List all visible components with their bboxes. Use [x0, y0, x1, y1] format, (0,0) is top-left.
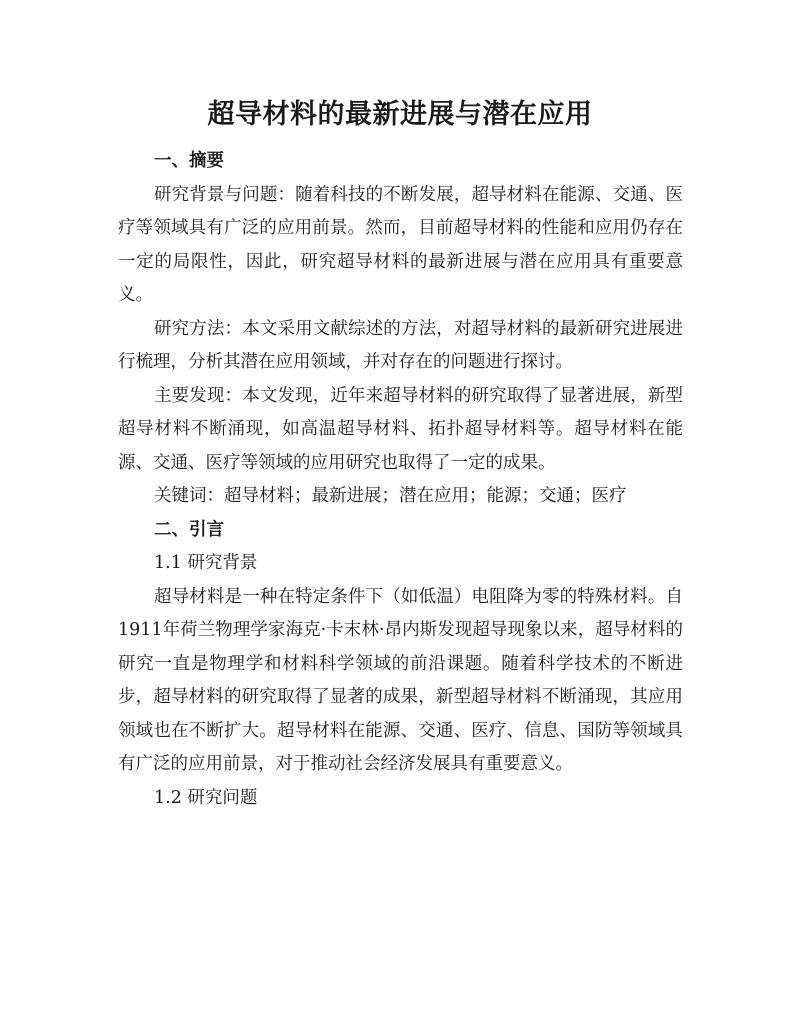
document-title: 超导材料的最新进展与潜在应用 — [207, 99, 593, 130]
paragraph-research-background: 超导材料是一种在特定条件下（如低温）电阻降为零的特殊材料。自1911年荷兰物理学家海克·卡末林·昂内斯发现超导现象以来，超导材料的研究一直是物理学和材料科学领域的前沿课题。随着科学技术的不断进步，超导材料的研究取得了显著的成果，新型超导材料不断涌现，其应用领域也在不断扩大。超导材料在能源、交通、医疗、信息、国防等领域具有广泛的应用前景，对于推动社会经济发展具有重要意义。 — [118, 586, 683, 774]
paragraph-background: 研究背景与问题：随着科技的不断发展，超导材料在能源、交通、医疗等领域具有广泛的应用前景。然而，目前超导材料的性能和应用仍存在一定的局限性，因此，研究超导材料的最新进展与潜在应用具有重要意义。 — [118, 184, 683, 305]
section-heading-introduction: 二、引言 — [154, 519, 224, 540]
subsection-heading-questions: 1.2 研究问题 — [154, 787, 258, 808]
paragraph-keywords: 关键词：超导材料；最新进展；潜在应用；能源；交通；医疗 — [154, 486, 627, 506]
document-body — [118, 145, 683, 815]
subsection-heading-background: 1.1 研究背景 — [154, 553, 258, 573]
paragraph-findings: 主要发现：本文发现，近年来超导材料的研究取得了显著进展，新型超导材料不断涌现，如高温超导材料、拓扑超导材料等。超导材料在能源、交通、医疗等领域的应用研究也取得了一定的成果。 — [118, 385, 683, 473]
section-heading-abstract: 一、摘要 — [154, 151, 224, 171]
paragraph-method: 研究方法：本文采用文献综述的方法，对超导材料的最新研究进展进行梳理，分析其潜在应用领域，并对存在的问题进行探讨。 — [118, 318, 683, 372]
